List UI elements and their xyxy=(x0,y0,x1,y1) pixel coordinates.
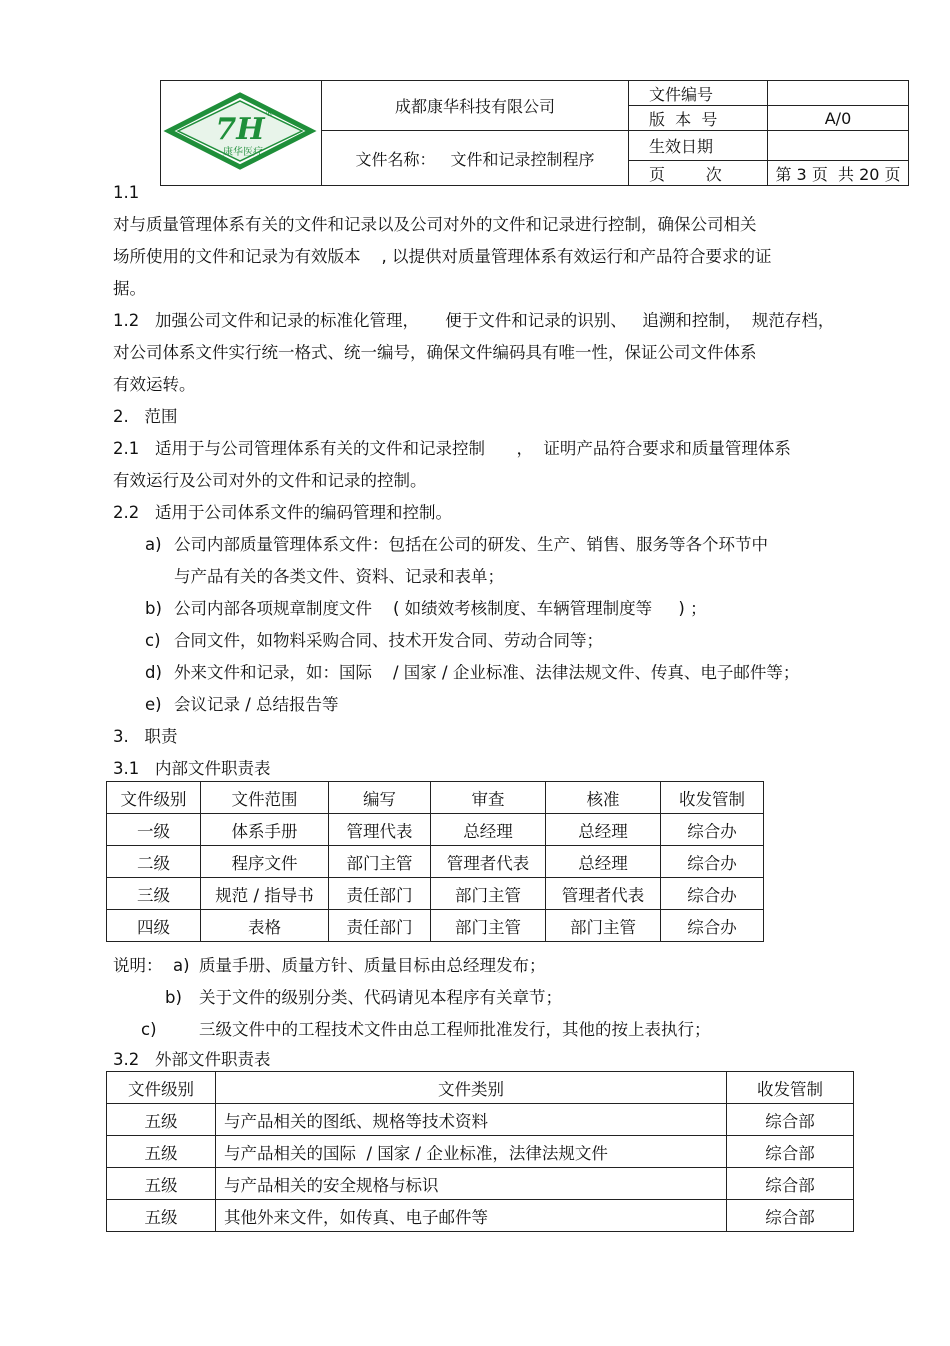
doc-name-label: 文件名称： xyxy=(355,149,436,169)
company-name: 成都康华科技有限公司 xyxy=(322,81,629,131)
section-3-1-heading: 3.1 内部文件职责表 xyxy=(113,759,271,778)
table-cell: 部门主管 xyxy=(546,910,661,942)
table-header-row xyxy=(107,1072,854,1104)
table-header-cell: 审查 xyxy=(431,782,546,814)
section-2-heading: 2. 范围 xyxy=(113,407,178,426)
field-label-page: 页 次 xyxy=(629,161,768,186)
note-b-mark: b) xyxy=(165,988,182,1007)
list-item-e-mark: e) xyxy=(145,695,162,714)
table-cell: 综合办 xyxy=(661,814,764,846)
section-2-1-line2: 有效运行及公司对外的文件和记录的控制。 xyxy=(113,471,427,490)
table-header-cell: 文件级别 xyxy=(107,1072,216,1104)
list-item-c-text: 合同文件，如物料采购合同、技术开发合同、劳动合同等； xyxy=(174,631,603,650)
table-cell: 体系手册 xyxy=(201,814,329,846)
table-cell: 与产品相关的国际 / 国家 / 企业标准，法律法规文件 xyxy=(216,1136,727,1168)
list-item-a-text: 公司内部质量管理体系文件：包括在公司的研发、生产、销售、服务等各个环节中 xyxy=(174,535,768,554)
internal-responsibility-table xyxy=(106,781,764,942)
list-item-b-mark: b) xyxy=(145,599,162,618)
section-1-1-line1: 对与质量管理体系有关的文件和记录以及公司对外的文件和记录进行控制，确保公司相关 xyxy=(113,215,757,234)
list-item-e-text: 会议记录 / 总结报告等 xyxy=(174,695,339,714)
table-cell: 总经理 xyxy=(546,814,661,846)
doc-name-cell xyxy=(322,131,629,186)
table-cell: 综合部 xyxy=(727,1168,854,1200)
note-c-text: 三级文件中的工程技术文件由总工程师批准发行，其他的按上表执行； xyxy=(199,1020,711,1039)
section-2-2: 2.2 适用于公司体系文件的编码管理和控制。 xyxy=(113,503,452,522)
table-cell: 五级 xyxy=(107,1104,216,1136)
doc-name: 文件和记录控制程序 xyxy=(450,149,595,169)
table-cell: 三级 xyxy=(107,878,201,910)
section-1-2-line2: 对公司体系文件实行统一格式、统一编号，确保文件编码具有唯一性，保证公司文件体系 xyxy=(113,343,757,362)
section-1-1-line3: 据。 xyxy=(113,279,146,298)
list-item-d-text: 外来文件和记录，如：国际 / 国家 / 企业标准、法律法规文件、传真、电子邮件等； xyxy=(174,663,800,682)
table-cell: 一级 xyxy=(107,814,201,846)
company-logo xyxy=(161,81,319,181)
table-cell: 责任部门 xyxy=(329,878,431,910)
table-cell: 管理者代表 xyxy=(431,846,546,878)
field-value-page: 第 3 页 共 20 页 xyxy=(768,161,909,186)
table-cell: 综合办 xyxy=(661,846,764,878)
table-cell: 五级 xyxy=(107,1200,216,1232)
list-item-a-continued: 与产品有关的各类文件、资料、记录和表单； xyxy=(174,567,504,586)
section-1-1-line2: 场所使用的文件和记录为有效版本 , 以提供对质量管理体系有效运行和产品符合要求的证 xyxy=(113,247,772,266)
field-value-effective-date xyxy=(768,131,909,161)
field-label-version: 版 本 号 xyxy=(629,106,768,131)
table-row xyxy=(107,1168,854,1200)
note-b-text: 关于文件的级别分类、代码请见本程序有关章节； xyxy=(199,988,562,1007)
table-header-cell: 编写 xyxy=(329,782,431,814)
note-a-mark: 说明： a) xyxy=(113,956,190,975)
table-cell: 综合办 xyxy=(661,878,764,910)
table-cell: 二级 xyxy=(107,846,201,878)
external-responsibility-table xyxy=(106,1071,854,1232)
table-cell: 责任部门 xyxy=(329,910,431,942)
table-header-cell: 核准 xyxy=(546,782,661,814)
note-c-mark: c) xyxy=(141,1020,157,1039)
table-cell: 其他外来文件，如传真、电子邮件等 xyxy=(216,1200,727,1232)
table-cell: 综合部 xyxy=(727,1104,854,1136)
table-row xyxy=(107,878,764,910)
section-3-heading: 3. 职责 xyxy=(113,727,178,746)
table-header-row xyxy=(107,782,764,814)
table-header-cell: 文件级别 xyxy=(107,782,201,814)
table-cell: 与产品相关的图纸、规格等技术资料 xyxy=(216,1104,727,1136)
table-row xyxy=(107,1136,854,1168)
table-cell: 综合部 xyxy=(727,1136,854,1168)
section-1-1-number: 1.1 xyxy=(113,183,140,202)
list-item-d-mark: d) xyxy=(145,663,162,682)
table-row xyxy=(107,1104,854,1136)
table-header-cell: 文件类别 xyxy=(216,1072,727,1104)
section-3-2-heading: 3.2 外部文件职责表 xyxy=(113,1050,271,1069)
table-cell: 部门主管 xyxy=(431,910,546,942)
table-cell: 部门主管 xyxy=(431,878,546,910)
table-cell: 程序文件 xyxy=(201,846,329,878)
document-header-table xyxy=(160,80,909,186)
table-cell: 综合部 xyxy=(727,1200,854,1232)
table-row xyxy=(107,814,764,846)
field-value-version: A/0 xyxy=(768,106,909,131)
field-label-doc-no: 文件编号 xyxy=(629,81,768,106)
table-header-cell: 收发管制 xyxy=(727,1072,854,1104)
table-cell: 五级 xyxy=(107,1168,216,1200)
table-cell: 五级 xyxy=(107,1136,216,1168)
table-cell: 规范 / 指导书 xyxy=(201,878,329,910)
table-cell: 综合办 xyxy=(661,910,764,942)
section-1-2-line3: 有效运转。 xyxy=(113,375,196,394)
logo-registered: ® xyxy=(265,109,274,119)
table-cell: 表格 xyxy=(201,910,329,942)
table-header-cell: 收发管制 xyxy=(661,782,764,814)
table-header-cell: 文件范围 xyxy=(201,782,329,814)
table-row xyxy=(107,910,764,942)
section-2-1-line1: 2.1 适用于与公司管理体系有关的文件和记录控制 ， 证明产品符合要求和质量管理体系 xyxy=(113,439,791,458)
field-label-effective-date: 生效日期 xyxy=(629,131,768,161)
table-cell: 四级 xyxy=(107,910,201,942)
list-item-a-mark: a) xyxy=(145,535,162,554)
field-value-doc-no xyxy=(768,81,909,106)
list-item-c-mark: c) xyxy=(145,631,161,650)
logo-text: 康华医疗 xyxy=(223,147,263,158)
table-cell: 总经理 xyxy=(431,814,546,846)
table-cell: 部门主管 xyxy=(329,846,431,878)
table-cell: 总经理 xyxy=(546,846,661,878)
table-row xyxy=(107,1200,854,1232)
table-cell: 管理代表 xyxy=(329,814,431,846)
section-1-2-line1: 1.2 加强公司文件和记录的标准化管理， 便于文件和记录的识别、 追溯和控制， 规范存档， xyxy=(113,311,835,330)
logo-cell xyxy=(161,81,322,186)
table-cell: 与产品相关的安全规格与标识 xyxy=(216,1168,727,1200)
list-item-b-text: 公司内部各项规章制度文件 ( 如绩效考核制度、车辆管理制度等 ) ； xyxy=(174,599,707,618)
table-row xyxy=(107,846,764,878)
note-a-text: 质量手册、质量方针、质量目标由总经理发布； xyxy=(199,956,546,975)
logo-mark: 7H xyxy=(215,112,265,147)
table-cell: 管理者代表 xyxy=(546,878,661,910)
